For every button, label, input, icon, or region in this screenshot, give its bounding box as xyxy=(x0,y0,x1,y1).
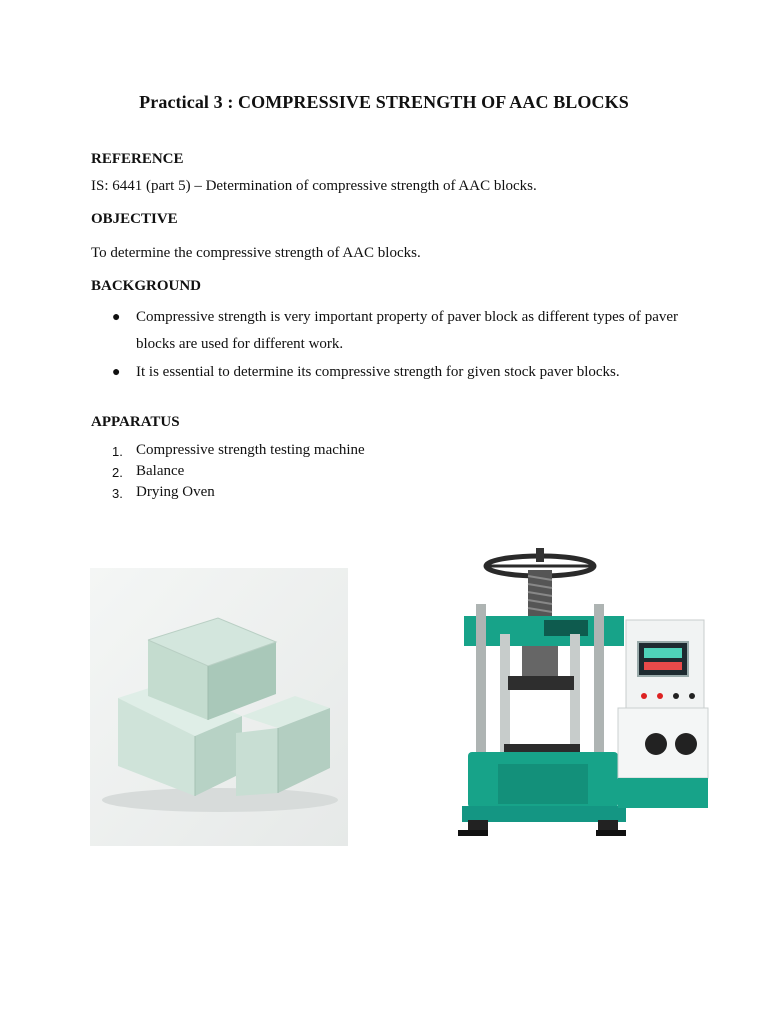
list-item xyxy=(112,359,678,386)
list-item xyxy=(112,304,678,358)
objective-text: To determine the compressive strength of AAC blocks. xyxy=(91,245,421,261)
reference-heading: REFERENCE xyxy=(91,151,184,167)
reference-text: IS: 6441 (part 5) – Determination of compressive strength of AAC blocks. xyxy=(91,178,537,194)
background-list xyxy=(112,304,678,387)
list-number: 1. xyxy=(112,444,123,459)
testing-machine-image xyxy=(458,544,712,850)
background-heading: BACKGROUND xyxy=(91,278,202,294)
list-number: 3. xyxy=(112,486,123,501)
list-item-text: Balance xyxy=(136,463,185,479)
objective-heading: OBJECTIVE xyxy=(91,211,178,227)
list-item-text: It is essential to determine its compressive strength for given stock paver blocks. xyxy=(136,364,620,380)
list-item xyxy=(112,482,365,503)
list-item xyxy=(112,440,365,461)
bullet-icon: ● xyxy=(112,365,121,380)
list-item-text: Compressive strength is very important property of paver block as different types of paver blocks are used for different work. xyxy=(136,309,678,352)
apparatus-list xyxy=(112,440,365,503)
list-item-text: Drying Oven xyxy=(136,484,215,500)
apparatus-heading: APPARATUS xyxy=(91,414,180,430)
list-number: 2. xyxy=(112,465,123,480)
list-item-text: Compressive strength testing machine xyxy=(136,442,365,458)
page-title: Practical 3 : COMPRESSIVE STRENGTH OF AAC BLOCKS xyxy=(139,92,629,112)
bullet-icon: ● xyxy=(112,310,121,325)
list-item xyxy=(112,461,365,482)
aac-blocks-image xyxy=(90,568,348,846)
